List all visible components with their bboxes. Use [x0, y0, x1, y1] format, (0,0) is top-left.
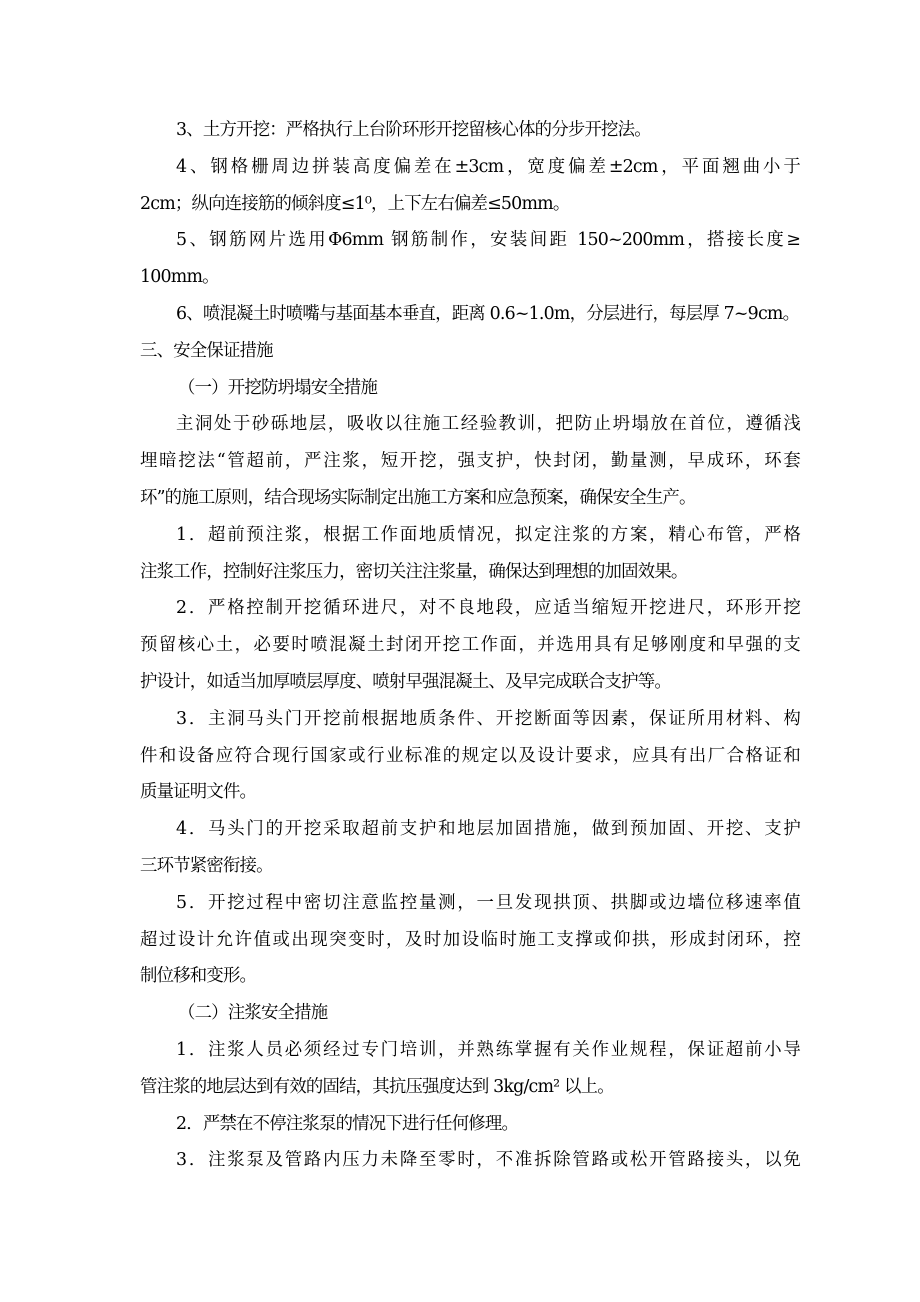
text-line: 3．主洞马头门开挖前根据地质条件、开挖断面等因素，保证所用材料、构 — [176, 708, 800, 729]
text-line: 4、钢格栅周边拼装高度偏差在±3cm，宽度偏差±2cm，平面翘曲小于 — [176, 156, 800, 177]
text-line: 5．开挖过程中密切注意监控量测，一旦发现拱顶、拱脚或边墙位移速率值 — [176, 892, 800, 913]
heading-text: 三、安全保证措施 — [140, 340, 273, 361]
text-line: 埋暗挖法“管超前，严注浆，短开挖，强支护，快封闭，勤量测，早成环，环套 — [140, 451, 800, 472]
text-line: 3、土方开挖：严格执行上台阶环形开挖留核心体的分步开挖法。 — [176, 120, 651, 140]
paragraph-monitoring — [140, 885, 800, 995]
text-line: 预留核心土，必要时喷混凝土封闭开挖工作面，并选用具有足够刚度和早强的支 — [140, 635, 800, 656]
text-line: 2．严禁在不停注浆泵的情况下进行任何修理。 — [176, 1113, 519, 1134]
text-line: 注浆工作，控制好注浆压力，密切关注注浆量，确保达到理想的加固效果。 — [140, 561, 688, 582]
paragraph-pressure — [140, 1142, 800, 1179]
paragraph-main-tunnel — [140, 406, 800, 516]
text-line: 1．注浆人员必须经过专门培训，并熟练掌握有关作业规程，保证超前小导 — [176, 1039, 800, 1060]
text-line: 质量证明文件。 — [140, 782, 257, 803]
text-line: 6、喷混凝土时喷嘴与基面基本垂直，距离 0.6~1.0m，分层进行，每层厚 7~9cm。 — [176, 303, 800, 324]
subsection-heading-collapse — [140, 370, 800, 407]
paragraph-horsehead-materials — [140, 701, 800, 811]
text-line: 三环节紧密衔接。 — [140, 855, 273, 876]
paragraph-grouting-staff — [140, 1032, 800, 1106]
paragraph-rebar-mesh — [140, 222, 800, 296]
paragraph-steel-grid — [140, 149, 800, 223]
text-line: 制位移和变形。 — [140, 966, 257, 987]
paragraph-earthwork — [140, 112, 800, 149]
paragraph-shotcrete — [140, 296, 800, 333]
text-line: 1．超前预注浆，根据工作面地质情况，拟定注浆的方案，精心布管，严格 — [176, 524, 800, 545]
document-body — [140, 112, 800, 1179]
paragraph-pre-grouting — [140, 517, 800, 591]
text-line: 4．马头门的开挖采取超前支护和地层加固措施，做到预加固、开挖、支护 — [176, 819, 800, 840]
text-line: 2．严格控制开挖循环进尺，对不良地段，应适当缩短开挖进尺，环形开挖 — [176, 598, 800, 619]
section-heading-safety — [140, 333, 800, 370]
heading-text: （二）注浆安全措施 — [178, 1003, 328, 1024]
text-line: 件和设备应符合现行国家或行业标准的规定以及设计要求，应具有出厂合格证和 — [140, 745, 800, 766]
paragraph-excavation-cycle — [140, 590, 800, 700]
text-line: 5、钢筋网片选用Φ6mm 钢筋制作，安装间距 150~200mm，搭接长度≥ — [176, 230, 800, 251]
text-line: 主洞处于砂砾地层，吸收以往施工经验教训，把防止坍塌放在首位，遵循浅 — [176, 414, 800, 435]
text-line: 管注浆的地层达到有效的固结，其抗压强度达到 3kg/cm² 以上。 — [140, 1076, 614, 1097]
text-line: 3．注浆泵及管路内压力未降至零时，不准拆除管路或松开管路接头，以免 — [176, 1150, 800, 1171]
text-line: 超过设计允许值或出现突变时，及时加设临时施工支撑或仰拱，形成封闭环，控 — [140, 929, 800, 950]
subsection-heading-grouting — [140, 995, 800, 1032]
heading-text: （一）开挖防坍塌安全措施 — [178, 377, 378, 398]
text-line: 护设计，如适当加厚喷层厚度、喷射早强混凝土、及早完成联合支护等。 — [140, 671, 671, 692]
text-line: 100mm。 — [140, 267, 219, 288]
paragraph-no-repair — [140, 1106, 800, 1143]
text-line: 环”的施工原则，结合现场实际制定出施工方案和应急预案，确保安全生产。 — [140, 487, 696, 508]
text-line: 2cm；纵向连接筋的倾斜度≤1⁰，上下左右偏差≤50mm。 — [140, 193, 570, 214]
paragraph-horsehead-support — [140, 811, 800, 885]
